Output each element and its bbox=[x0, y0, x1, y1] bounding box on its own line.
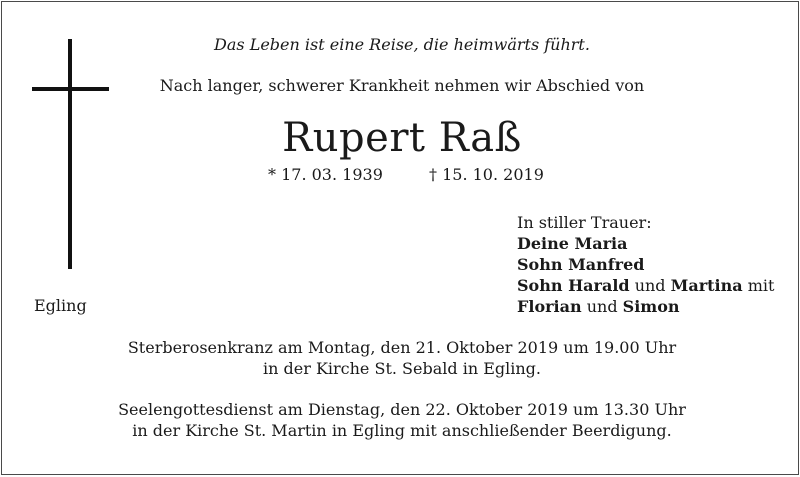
mourner-line bbox=[517, 296, 774, 317]
rosary-location: in der Kirche St. Sebald in Egling. bbox=[262, 359, 541, 378]
intro-text: Nach langer, schwerer Krankheit nehmen wir Abschied von bbox=[159, 76, 645, 95]
mourners-heading: In stiller Trauer: bbox=[517, 213, 652, 232]
mourner-line bbox=[517, 275, 774, 296]
mourner-line: Deine Maria bbox=[517, 234, 628, 253]
mourner-name: Martina bbox=[670, 276, 743, 295]
death-date: † 15. 10. 2019 bbox=[429, 165, 544, 184]
motto: Das Leben ist eine Reise, die heimwärts führt. bbox=[214, 35, 590, 54]
mourner-name: Sohn Harald bbox=[517, 276, 630, 295]
mourner-connector: mit bbox=[742, 276, 775, 295]
mourner-connector: und bbox=[629, 276, 671, 295]
mourner-connector: und bbox=[581, 297, 623, 316]
mass-info: Seelengottesdienst am Dienstag, den 22. Oktober 2019 um 13.30 Uhr bbox=[118, 400, 686, 419]
mourner-name: Simon bbox=[622, 297, 680, 316]
deceased-name: Rupert Raß bbox=[282, 115, 522, 161]
mass-location: in der Kirche St. Martin in Egling mit anschließender Beerdigung. bbox=[132, 421, 672, 440]
mourner-line: Sohn Manfred bbox=[517, 255, 645, 274]
mourners-list bbox=[517, 212, 774, 317]
obituary-notice bbox=[1, 1, 799, 475]
place-name: Egling bbox=[34, 296, 87, 315]
rosary-info: Sterberosenkranz am Montag, den 21. Oktober 2019 um 19.00 Uhr bbox=[127, 338, 677, 357]
birth-date: * 17. 03. 1939 bbox=[268, 165, 383, 184]
mourner-name: Florian bbox=[517, 297, 582, 316]
